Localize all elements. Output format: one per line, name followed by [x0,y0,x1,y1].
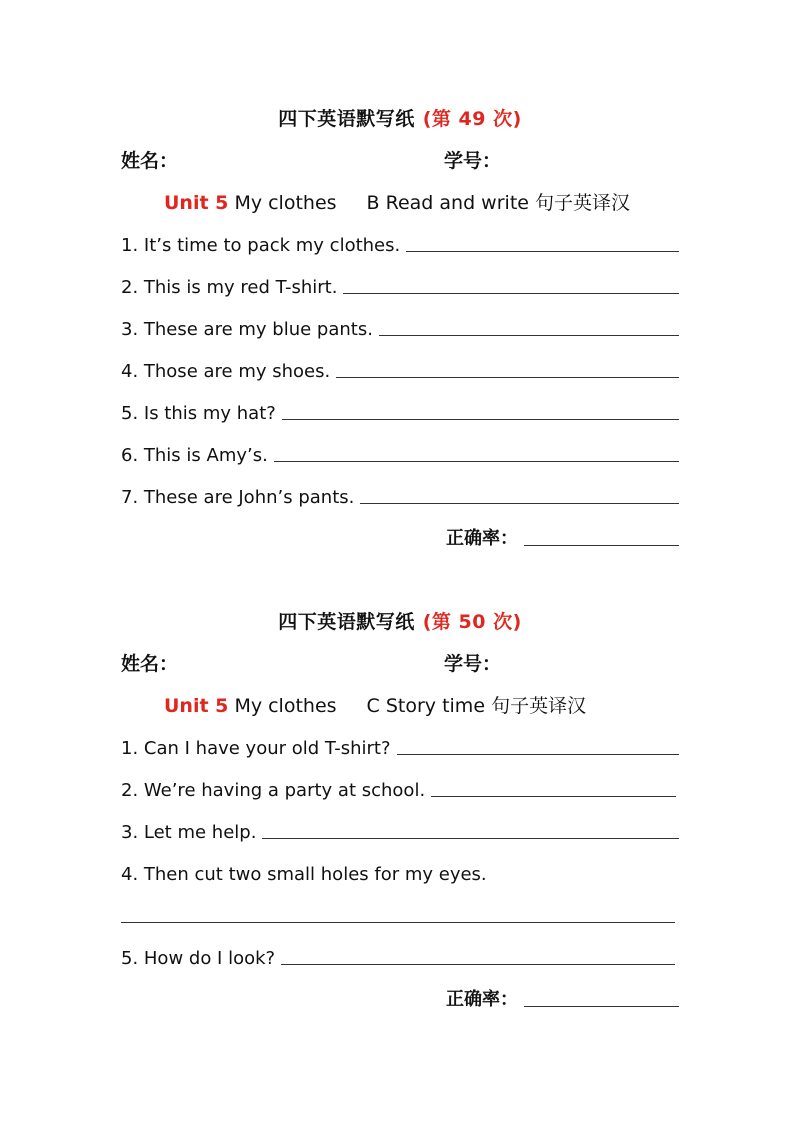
answer-blank[interactable] [360,503,679,504]
sentence-row [121,815,679,843]
answer-blank[interactable] [281,964,675,965]
sentence-row [121,941,675,969]
task-name: 句子英译汉 [491,695,587,717]
session-count: (第 49 次) [422,108,522,130]
session-count: (第 50 次) [422,611,522,633]
section-name: B Read and write [366,192,529,214]
unit-heading [164,188,630,215]
sentence-row [121,354,679,382]
answer-blank[interactable] [431,796,676,797]
student-id-label: 学号： [444,653,502,675]
title-text: 四下英语默写纸 [278,611,415,633]
student-id-label: 学号： [444,150,502,172]
name-label: 姓名： [121,653,179,675]
sentence-text: 2. This is my red T-shirt. [121,277,338,298]
sentence-text: 1. It’s time to pack my clothes. [121,235,401,256]
sentence-text: 4. Those are my shoes. [121,361,331,382]
unit-title: My clothes [234,695,337,717]
sentence-text: 5. Is this my hat? [121,403,276,424]
sentence-text: 6. This is Amy’s. [121,445,268,466]
sentence-text: 1. Can I have your old T-shirt? [121,738,391,759]
sentence-row [121,396,679,424]
sheet-title [0,607,800,634]
sentence-row [121,270,679,298]
answer-blank[interactable] [282,419,679,420]
sentence-text: 3. Let me help. [121,822,257,843]
accuracy-blank[interactable] [524,545,679,546]
answer-blank[interactable] [343,293,679,294]
unit-heading [164,691,586,718]
answer-blank[interactable] [336,377,679,378]
accuracy-row [446,522,679,550]
unit-number: Unit 5 [164,192,229,214]
answer-blank[interactable] [379,335,679,336]
sentence-row [121,228,679,256]
accuracy-label: 正确率： [446,528,518,549]
sentence-row [121,438,679,466]
sentence-text: 5. How do I look? [121,948,276,969]
sentence-row [121,773,676,801]
accuracy-row [446,983,679,1011]
accuracy-label: 正确率： [446,989,518,1010]
sentence-row [121,731,679,759]
answer-blank[interactable] [262,838,679,839]
sentence-row [121,857,679,885]
sheet-title [0,104,800,131]
sentence-row [121,480,679,508]
answer-blank[interactable] [406,251,679,252]
sentence-text: 3. These are my blue pants. [121,319,373,340]
unit-number: Unit 5 [164,695,229,717]
task-name: 句子英译汉 [535,192,631,214]
accuracy-blank[interactable] [524,1006,679,1007]
answer-blank[interactable] [397,754,679,755]
answer-blank-full[interactable] [121,922,675,923]
title-text: 四下英语默写纸 [278,108,415,130]
sentence-text: 4. Then cut two small holes for my eyes. [121,864,487,885]
sentence-row [121,312,679,340]
answer-blank[interactable] [274,461,679,462]
sentence-text: 7. These are John’s pants. [121,487,355,508]
section-name: C Story time [366,695,486,717]
name-label: 姓名： [121,150,179,172]
sentence-text: 2. We’re having a party at school. [121,780,426,801]
unit-title: My clothes [234,192,337,214]
